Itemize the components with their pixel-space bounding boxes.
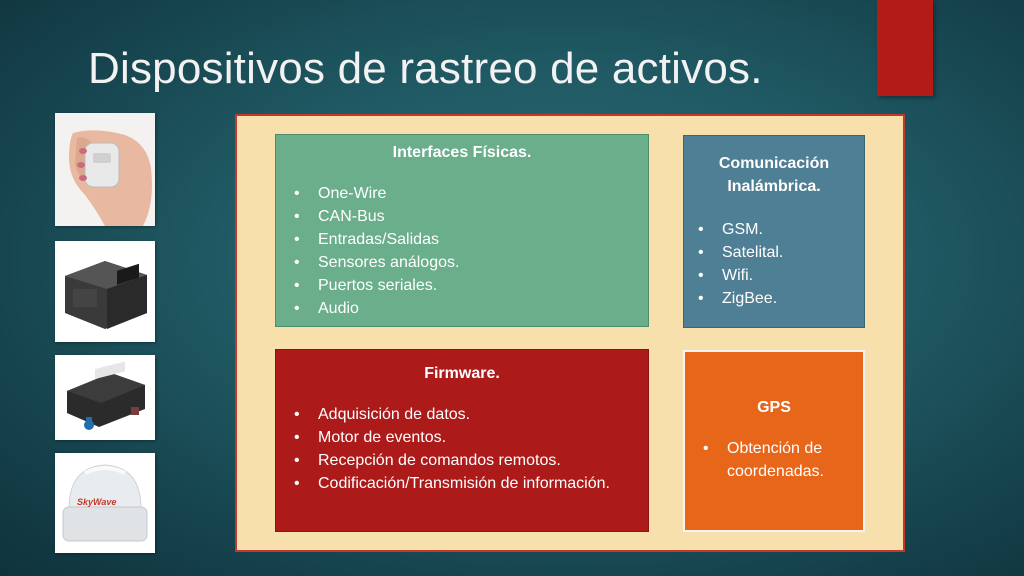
wireless-communication-list bbox=[690, 218, 858, 310]
list-item: • Adquisición de datos. bbox=[318, 403, 638, 426]
red-accent-bar bbox=[877, 0, 933, 96]
firmware-box bbox=[275, 349, 649, 532]
list-item: • GSM. bbox=[722, 218, 858, 241]
wireless-communication-heading: Comunicación Inalámbrica. bbox=[718, 155, 830, 195]
list-item: • Obtención de coordenadas. bbox=[727, 437, 857, 483]
gps-heading: GPS bbox=[757, 399, 791, 416]
list-item: • Wifi. bbox=[722, 264, 858, 287]
list-item: • Codificación/Transmisión de información. bbox=[318, 472, 638, 495]
list-item: • Puertos seriales. bbox=[318, 274, 638, 297]
vehicle-tracker-image bbox=[55, 355, 155, 440]
list-item: • CAN-Bus bbox=[318, 205, 638, 228]
list-item: • Audio bbox=[318, 297, 638, 320]
obd-tracker-image bbox=[55, 241, 155, 342]
list-item: • Sensores análogos. bbox=[318, 251, 638, 274]
list-item: • Recepción de comandos remotos. bbox=[318, 449, 638, 472]
gps-box bbox=[683, 350, 865, 532]
gps-list bbox=[691, 437, 857, 483]
list-item: • Satelital. bbox=[722, 241, 858, 264]
slide-title: Dispositivos de rastreo de activos. bbox=[88, 44, 763, 93]
firmware-heading: Firmware. bbox=[424, 365, 500, 382]
skywave-logo: SkyWave bbox=[77, 497, 117, 507]
list-item: • ZigBee. bbox=[722, 287, 858, 310]
list-item: • One-Wire bbox=[318, 182, 638, 205]
handheld-tracker-image bbox=[55, 113, 155, 226]
wireless-communication-box bbox=[683, 135, 865, 328]
list-item: • Motor de eventos. bbox=[318, 426, 638, 449]
skywave-satellite-terminal-image bbox=[55, 453, 155, 553]
physical-interfaces-list bbox=[286, 182, 638, 320]
firmware-list bbox=[286, 403, 638, 495]
physical-interfaces-heading: Interfaces Físicas. bbox=[392, 144, 532, 161]
list-item: • Entradas/Salidas bbox=[318, 228, 638, 251]
physical-interfaces-box bbox=[275, 134, 649, 327]
